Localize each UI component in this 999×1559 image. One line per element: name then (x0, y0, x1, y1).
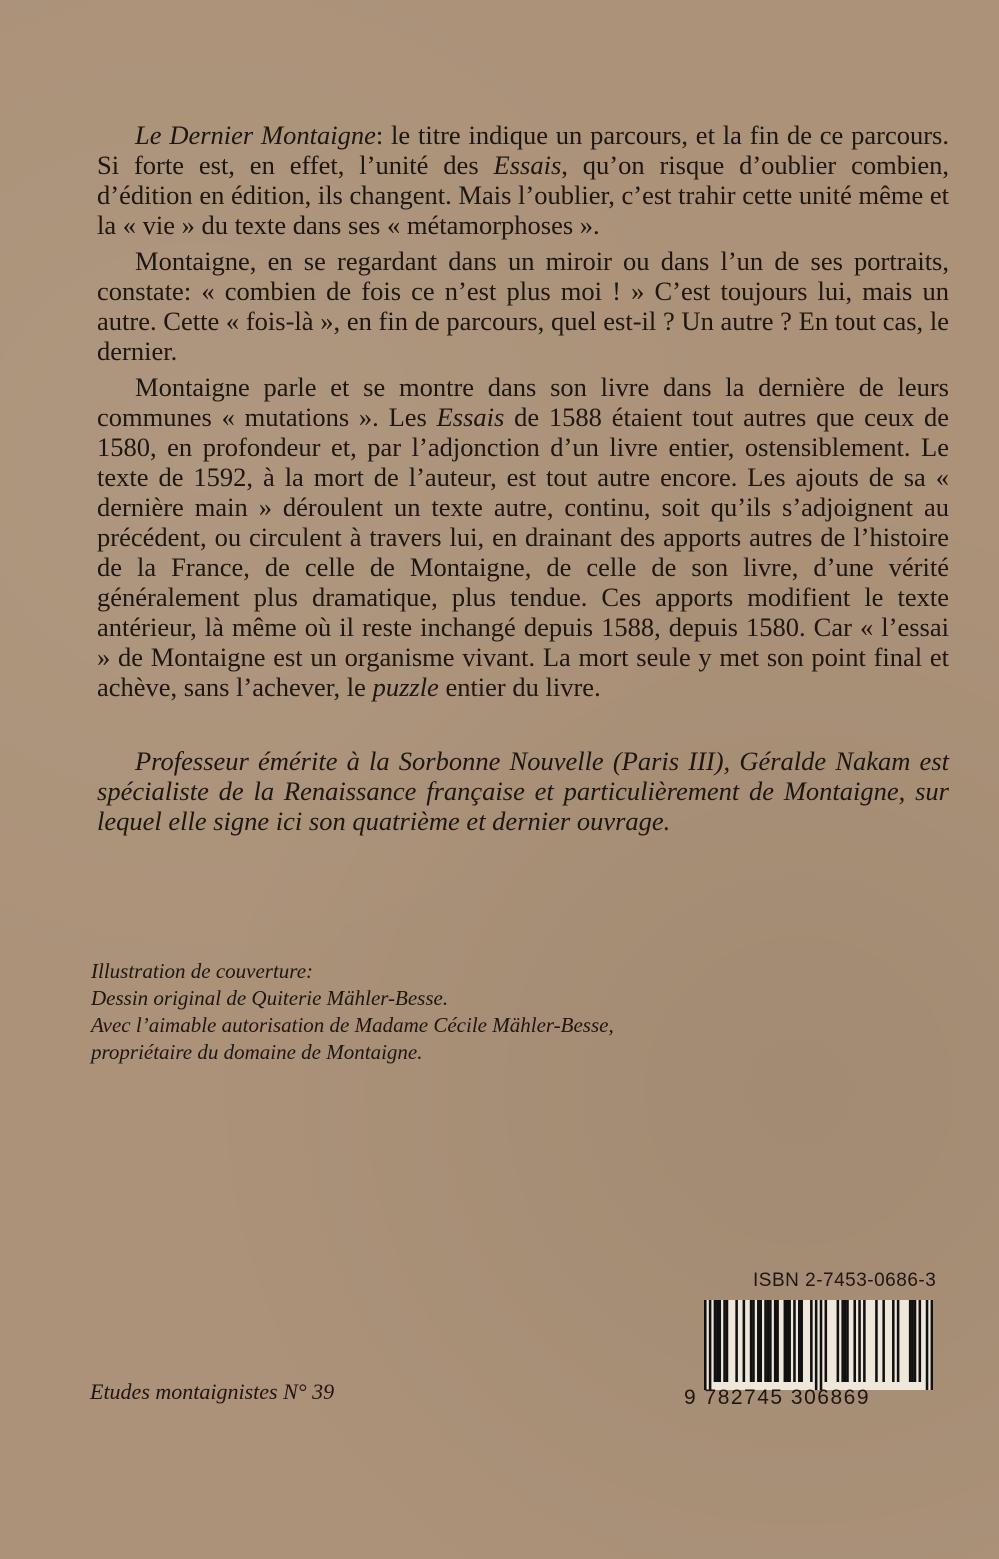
barcode-bar (769, 1300, 772, 1382)
barcode-bar (788, 1300, 791, 1382)
barcode-bar (800, 1300, 803, 1382)
barcode-bar (926, 1300, 929, 1390)
barcode-bar (837, 1300, 840, 1382)
series-label: Etudes montaignistes N° 39 (90, 1379, 335, 1404)
barcode-bar (776, 1300, 779, 1382)
barcode-bar (784, 1300, 787, 1382)
barcode-bar (919, 1300, 922, 1382)
barcode-bar (709, 1300, 712, 1390)
blurb (97, 120, 949, 836)
credit-line: Illustration de couverture: (91, 959, 314, 983)
paragraph-3: Montaigne parle et se montre dans son livre dans la dernière de leurs communes « mutations ». Les Essais de 1588 étaient tout autres que ceux de 1580, en profondeur et, par l’adjonction d’un livre entier, ostensiblement. Le texte de 1592, à la mort de l’auteur, est tout autre encore. Les ajouts de sa « dernière main » déroulent un texte autre, continu, soit qu’ils s’adjoignent au précédent, ou circulent à travers lui, en drainant des apports autres de l’histoire de la France, de celle de Montaigne, de celle de son livre, d’une vérité généralement plus dramatique, plus tendue. Ces apports modifient le texte antérieur, là même où il reste inchangé depuis 1588, depuis 1580. Car « l’essai » de Montaigne est un organisme vivant. La mort seule y met son point final et achève, sans l’achever, le puzzle entier du livre. (97, 372, 949, 702)
credit-line: Dessin original de Quiterie Mähler-Besse. (91, 986, 449, 1010)
barcode-bar (750, 1300, 753, 1382)
barcode-bar (735, 1300, 738, 1382)
barcode-bar (844, 1300, 847, 1382)
barcode-bar (820, 1300, 823, 1390)
barcode-bars (704, 1300, 933, 1390)
barcode-bar (743, 1300, 746, 1382)
book-title-ref: Le Dernier Montaigne (135, 120, 376, 150)
barcode-bar (911, 1300, 914, 1382)
barcode-bar (714, 1300, 717, 1382)
barcode-bar (909, 1300, 912, 1382)
barcode-bar (793, 1300, 796, 1382)
barcode-bar (892, 1300, 895, 1382)
barcode-bar (764, 1300, 767, 1382)
barcode-digits: 9 782745 306869 (684, 1386, 870, 1409)
barcode-bar (810, 1300, 813, 1382)
illustration-credits (91, 958, 791, 1066)
barcode-bar (759, 1300, 762, 1382)
barcode-bar (815, 1300, 818, 1390)
credit-line: Avec l’aimable autorisation de Madame Cécile Mähler-Besse, (91, 1013, 614, 1037)
barcode-bar (914, 1300, 917, 1382)
barcode-bar (726, 1300, 729, 1382)
barcode-bar (774, 1300, 777, 1382)
essais-ref: Essais (436, 402, 505, 432)
isbn-label: ISBN 2-7453-0686-3 (753, 1270, 937, 1291)
barcode-bar (931, 1300, 933, 1390)
author-bio: Professeur émérite à la Sorbonne Nouvelle (Paris III), Géralde Nakam est spécialiste de la Renaissance française et particulièrement de Montaigne, sur lequel elle signe ici son quatrième et dernier ouvrage. (97, 746, 949, 836)
barcode-bar (863, 1300, 866, 1382)
barcode-bar (798, 1300, 801, 1382)
barcode-bar (853, 1300, 856, 1382)
barcode-bar (767, 1300, 770, 1382)
barcode-bar (882, 1300, 885, 1382)
barcode-bar (757, 1300, 760, 1382)
essais-ref: Essais (493, 150, 562, 180)
barcode-bar (704, 1300, 707, 1390)
barcode-bar (875, 1300, 878, 1382)
barcode-bar (858, 1300, 861, 1382)
barcode-bar (825, 1300, 828, 1382)
barcode-bar (786, 1300, 789, 1382)
barcode-bar (752, 1300, 755, 1382)
paragraph-2: Montaigne, en se regardant dans un miroir ou dans l’un de ses portraits, constate: « combien de fois ce n’est plus moi ! » C’est toujours lui, mais un autre. Cette « fois-là », en fin de parcours, quel est-il ? Un autre ? En tout cas, le dernier. (97, 246, 949, 366)
barcode-bar (716, 1300, 719, 1382)
barcode-bar (897, 1300, 900, 1382)
barcode-bar (841, 1300, 844, 1382)
puzzle-ref: puzzle (372, 672, 439, 702)
credit-line: propriétaire du domaine de Montaigne. (91, 1040, 423, 1064)
paragraph-1: Le Dernier Montaigne: le titre indique un parcours, et la fin de ce parcours. Si forte est, en effet, l’unité des Essais, qu’on risque d’oublier combien, d’édition en édition, ils changent. Mais l’oublier, c’est trahir cette unité même et la « vie » du texte dans ses « métamorphoses ». (97, 120, 949, 240)
barcode-bars-svg (704, 1300, 933, 1390)
barcode (684, 1300, 940, 1412)
barcode-bar (723, 1300, 726, 1382)
barcode-bar (718, 1300, 721, 1382)
barcode-bar (846, 1300, 849, 1382)
